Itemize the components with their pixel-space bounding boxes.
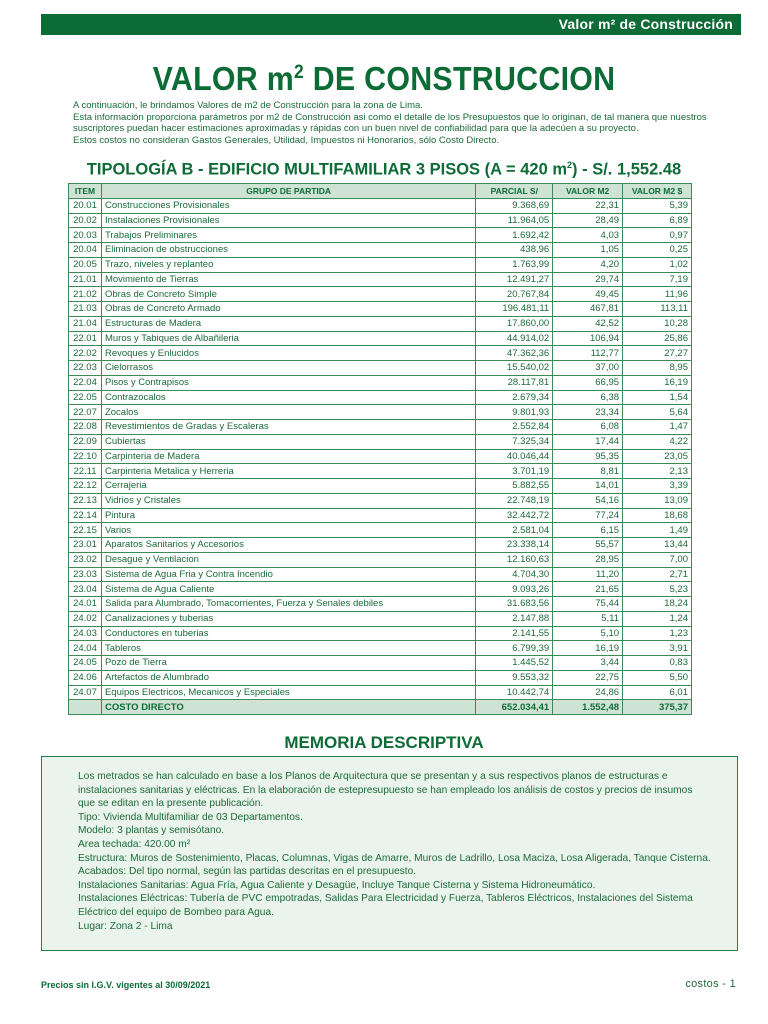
valor-m2-value: 11,20: [553, 567, 623, 582]
valor-m2-usd-value: 1,47: [623, 420, 692, 435]
table-row: [69, 538, 692, 553]
table-row: [69, 346, 692, 361]
item-code: 24.04: [69, 641, 102, 656]
valor-m2-usd-value: 11,96: [623, 287, 692, 302]
valor-m2-usd-value: 5,39: [623, 198, 692, 213]
valor-m2-usd-value: 13,09: [623, 493, 692, 508]
valor-m2-value: 5,11: [553, 611, 623, 626]
valor-m2-value: 106,94: [553, 331, 623, 346]
table-row: [69, 641, 692, 656]
parcial-value: 11.964,05: [476, 213, 553, 228]
table-row: [69, 405, 692, 420]
valor-m2-usd-value: 16,19: [623, 375, 692, 390]
valor-m2-value: 55,57: [553, 538, 623, 553]
grupo-partida: Construcciones Provisionales: [101, 198, 475, 213]
valor-m2-usd-value: 5,23: [623, 582, 692, 597]
item-code: 21.04: [69, 316, 102, 331]
item-code: 22.15: [69, 523, 102, 538]
table-row: [69, 316, 692, 331]
table-row: [69, 582, 692, 597]
grupo-partida: Trazo, niveles y replanteo: [101, 257, 475, 272]
grupo-partida: Cerrajeria: [101, 479, 475, 494]
parcial-value: 9.368,69: [476, 198, 553, 213]
item-code: 20.04: [69, 243, 102, 258]
parcial-value: 3.701,19: [476, 464, 553, 479]
grupo-partida: Vidrios y Cristales: [101, 493, 475, 508]
item-code: 24.05: [69, 656, 102, 671]
grupo-partida: Artefactos de Alumbrado: [101, 670, 475, 685]
table-row: [69, 567, 692, 582]
memoria-text: [78, 770, 711, 933]
grupo-partida: Cubiertas: [101, 434, 475, 449]
page-title-rest: DE CONSTRUCCION: [303, 60, 616, 97]
memoria-line: Modelo: 3 plantas y semisótano.: [78, 825, 225, 837]
parcial-value: 2.581,04: [476, 523, 553, 538]
parcial-value: 47.362,36: [476, 346, 553, 361]
valor-m2-value: 28,95: [553, 552, 623, 567]
table-row: [69, 213, 692, 228]
page-number: costos - 1: [685, 978, 736, 990]
parcial-value: 1.763,99: [476, 257, 553, 272]
valor-m2-usd-value: 1,49: [623, 523, 692, 538]
parcial-value: 6.799,39: [476, 641, 553, 656]
intro-paragraph: [73, 100, 723, 146]
typology-text: TIPOLOGÍA B - EDIFICIO MULTIFAMILIAR 3 PISOS (A = 420 m: [86, 160, 568, 179]
valor-m2-value: 467,81: [553, 302, 623, 317]
valor-m2-usd-value: 18,24: [623, 597, 692, 612]
item-code: 22.11: [69, 464, 102, 479]
valor-m2-value: 112,77: [553, 346, 623, 361]
parcial-value: 12.160,63: [476, 552, 553, 567]
grupo-partida: Tableros: [101, 641, 475, 656]
item-code: 22.02: [69, 346, 102, 361]
item-code: 21.02: [69, 287, 102, 302]
grupo-partida: Obras de Concreto Simple: [101, 287, 475, 302]
typology-superscript: 2: [567, 160, 573, 170]
valor-m2-value: 1,05: [553, 243, 623, 258]
valor-m2-value: 24,86: [553, 685, 623, 700]
table-row: [69, 670, 692, 685]
item-code: 22.10: [69, 449, 102, 464]
valor-m2-usd-value: 13,44: [623, 538, 692, 553]
valor-m2-value: 22,31: [553, 198, 623, 213]
parcial-value: 2.679,34: [476, 390, 553, 405]
table-row: [69, 420, 692, 435]
parcial-value: 22.748,19: [476, 493, 553, 508]
valor-m2-usd-value: 8,95: [623, 361, 692, 376]
item-code: 22.05: [69, 390, 102, 405]
valor-m2-value: 3,44: [553, 656, 623, 671]
item-code: 22.13: [69, 493, 102, 508]
memoria-line: Instalaciones Eléctricas: Tubería de PVC empotradas, Salidas Para Electricidad y Fuerza, Tableros Eléctricos, Instalaciones del Sistema: [78, 893, 693, 905]
budget-table: [68, 183, 692, 715]
table-row: [69, 464, 692, 479]
item-code: 22.12: [69, 479, 102, 494]
item-code: 23.01: [69, 538, 102, 553]
table-body: [69, 198, 692, 714]
parcial-value: 15.540,02: [476, 361, 553, 376]
valor-m2-usd-value: 7,00: [623, 552, 692, 567]
valor-m2-value: 21,65: [553, 582, 623, 597]
valor-m2-value: 6,38: [553, 390, 623, 405]
memoria-line: Estructura: Muros de Sostenimiento, Placas, Columnas, Vigas de Amarre, Muros de Ladrillo, Losa Maciza, Losa Aligerada, Tanque Cisterna.: [78, 852, 711, 864]
memoria-line: Los metrados se han calculado en base a los Planos de Arquitectura que se presentan y a sus respectivos planos de estructuras e: [78, 771, 668, 782]
item-code: 20.03: [69, 228, 102, 243]
valor-m2-usd-value: 18,68: [623, 508, 692, 523]
typology-text-end: ) - S/. 1,552.48: [572, 160, 682, 179]
memoria-line: Lugar: Zona 2 - Lima: [78, 920, 173, 932]
table-row: [69, 656, 692, 671]
parcial-value: 40.046,44: [476, 449, 553, 464]
column-header-valor-m2: VALOR M2: [553, 184, 623, 199]
grupo-partida: Revestimientos de Gradas y Escaleras: [101, 420, 475, 435]
parcial-value: 2.147,88: [476, 611, 553, 626]
parcial-value: 438,96: [476, 243, 553, 258]
item-code: 22.09: [69, 434, 102, 449]
valor-m2-usd-value: 7,19: [623, 272, 692, 287]
table-row: [69, 243, 692, 258]
memoria-line: Instalaciones Sanitarias: Agua Fría, Agua Caliente y Desagüe, Incluye Tanque Cisterna y Sistema Hidroneumático.: [78, 879, 596, 891]
header-title: Valor m² de Construcción: [558, 16, 733, 32]
grupo-partida: Obras de Concreto Armado: [101, 302, 475, 317]
page-title-superscript: 2: [293, 62, 304, 83]
valor-m2-value: 29,74: [553, 272, 623, 287]
valor-m2-value: 95,35: [553, 449, 623, 464]
table-row: [69, 257, 692, 272]
valor-m2-value: 66,95: [553, 375, 623, 390]
total-item: [69, 700, 102, 715]
valor-m2-usd-value: 27,27: [623, 346, 692, 361]
grupo-partida: Pozo de Tierra: [101, 656, 475, 671]
table-row: [69, 361, 692, 376]
parcial-value: 5.882,55: [476, 479, 553, 494]
valor-m2-value: 14,01: [553, 479, 623, 494]
memoria-line: Area techada: 420.00 m²: [78, 838, 191, 850]
item-code: 24.01: [69, 597, 102, 612]
table-row: [69, 375, 692, 390]
valor-m2-usd-value: 4,22: [623, 434, 692, 449]
valor-m2-value: 49,45: [553, 287, 623, 302]
grupo-partida: Instalaciones Provisionales: [101, 213, 475, 228]
valor-m2-usd-value: 25,86: [623, 331, 692, 346]
table-row: [69, 611, 692, 626]
parcial-value: 28.117,81: [476, 375, 553, 390]
grupo-partida: Pisos y Contrapisos: [101, 375, 475, 390]
grupo-partida: Estructuras de Madera: [101, 316, 475, 331]
grupo-partida: Sistema de Agua Fria y Contra Incendio: [101, 567, 475, 582]
parcial-value: 12.491,27: [476, 272, 553, 287]
column-header-item: ITEM: [69, 184, 102, 199]
grupo-partida: Sistema de Agua Caliente: [101, 582, 475, 597]
parcial-value: 32.442,72: [476, 508, 553, 523]
intro-line: A continuación, le brindamos Valores de m2 de Construcción para la zona de Lima.: [73, 100, 423, 111]
valor-m2-usd-value: 6,89: [623, 213, 692, 228]
parcial-value: 1.692,42: [476, 228, 553, 243]
parcial-value: 20.767,84: [476, 287, 553, 302]
typology-heading: [0, 160, 768, 180]
column-header-grupo: GRUPO DE PARTIDA: [101, 184, 475, 199]
valor-m2-value: 5,10: [553, 626, 623, 641]
table-row: [69, 552, 692, 567]
parcial-value: 4.704,30: [476, 567, 553, 582]
item-code: 22.01: [69, 331, 102, 346]
table-total-row: [69, 700, 692, 715]
table-row: [69, 331, 692, 346]
valor-m2-value: 28,49: [553, 213, 623, 228]
valor-m2-value: 6,15: [553, 523, 623, 538]
parcial-value: 2.141,55: [476, 626, 553, 641]
item-code: 21.01: [69, 272, 102, 287]
memoria-line: instalaciones sanitarias y eléctricas. En la elaboración de estepresupuesto se han empleado los análisis de costos y precios de insumos: [78, 784, 693, 796]
parcial-value: 7.325,34: [476, 434, 553, 449]
item-code: 24.06: [69, 670, 102, 685]
memoria-line: Eléctrico del equipo de Bombeo para Agua.: [78, 906, 274, 918]
grupo-partida: Cielorrasos: [101, 361, 475, 376]
memoria-line: que se editan en la presente publicación.: [78, 798, 264, 810]
item-code: 23.02: [69, 552, 102, 567]
parcial-value: 9.801,93: [476, 405, 553, 420]
valor-m2-usd-value: 23,05: [623, 449, 692, 464]
parcial-value: 31.683,56: [476, 597, 553, 612]
grupo-partida: Aparatos Sanitarios y Accesorios: [101, 538, 475, 553]
parcial-value: 2.552,84: [476, 420, 553, 435]
table-row: [69, 508, 692, 523]
item-code: 20.01: [69, 198, 102, 213]
table-row: [69, 302, 692, 317]
item-code: 23.03: [69, 567, 102, 582]
table-row: [69, 493, 692, 508]
grupo-partida: Canalizaciones y tuberias: [101, 611, 475, 626]
table-row: [69, 287, 692, 302]
valor-m2-usd-value: 2,13: [623, 464, 692, 479]
total-label: COSTO DIRECTO: [101, 700, 475, 715]
grupo-partida: Trabajos Preliminares: [101, 228, 475, 243]
table-row: [69, 626, 692, 641]
table-row: [69, 434, 692, 449]
grupo-partida: Varios: [101, 523, 475, 538]
valor-m2-usd-value: 1,24: [623, 611, 692, 626]
intro-line: suscriptores puedan hacer estimaciones aproximadas y rápidas con un buen nivel de confiabilidad para que la adecúen a su proyecto.: [73, 123, 639, 134]
valor-m2-usd-value: 5,50: [623, 670, 692, 685]
grupo-partida: Eliminacion de obstrucciones: [101, 243, 475, 258]
valor-m2-value: 42,52: [553, 316, 623, 331]
item-code: 22.03: [69, 361, 102, 376]
valor-m2-value: 77,24: [553, 508, 623, 523]
total-parcial: 652.034,41: [476, 700, 553, 715]
header-bar: [41, 14, 741, 35]
valor-m2-usd-value: 0,25: [623, 243, 692, 258]
item-code: 20.05: [69, 257, 102, 272]
grupo-partida: Movimiento de Tierras: [101, 272, 475, 287]
grupo-partida: Equipos Electricos, Mecanicos y Especiales: [101, 685, 475, 700]
table-row: [69, 449, 692, 464]
column-header-valor-m2-usd: VALOR M2 $: [623, 184, 692, 199]
valor-m2-value: 23,34: [553, 405, 623, 420]
item-code: 23.04: [69, 582, 102, 597]
parcial-value: 9.093,26: [476, 582, 553, 597]
valor-m2-value: 8,81: [553, 464, 623, 479]
item-code: 24.03: [69, 626, 102, 641]
valor-m2-value: 37,00: [553, 361, 623, 376]
total-valor-m2: 1.552,48: [553, 700, 623, 715]
valor-m2-usd-value: 0,97: [623, 228, 692, 243]
item-code: 22.08: [69, 420, 102, 435]
valor-m2-value: 16,19: [553, 641, 623, 656]
valor-m2-value: 54,16: [553, 493, 623, 508]
valor-m2-usd-value: 5,64: [623, 405, 692, 420]
table-row: [69, 597, 692, 612]
intro-line: Esta información proporciona parámetros por m2 de Construcción asi como el detalle de los Presupuestos que lo originan, de tal manera que nuestros: [73, 111, 707, 123]
memoria-box: [41, 756, 738, 951]
grupo-partida: Pintura: [101, 508, 475, 523]
grupo-partida: Carpinteria Metalica y Herreria: [101, 464, 475, 479]
table-row: [69, 479, 692, 494]
valor-m2-usd-value: 113,11: [623, 302, 692, 317]
valor-m2-usd-value: 3,39: [623, 479, 692, 494]
parcial-value: 17.860,00: [476, 316, 553, 331]
item-code: 22.07: [69, 405, 102, 420]
grupo-partida: Contrazocalos: [101, 390, 475, 405]
item-code: 22.14: [69, 508, 102, 523]
grupo-partida: Carpinteria de Madera: [101, 449, 475, 464]
item-code: 21.03: [69, 302, 102, 317]
parcial-value: 44.914,02: [476, 331, 553, 346]
item-code: 24.07: [69, 685, 102, 700]
valor-m2-value: 17,44: [553, 434, 623, 449]
table-header-row: [69, 184, 692, 199]
item-code: 22.04: [69, 375, 102, 390]
valor-m2-usd-value: 10,28: [623, 316, 692, 331]
grupo-partida: Salida para Alumbrado, Tomacorrientes, Fuerza y Senales debiles: [101, 597, 475, 612]
valor-m2-usd-value: 6,01: [623, 685, 692, 700]
table-row: [69, 198, 692, 213]
table-row: [69, 685, 692, 700]
grupo-partida: Conductores en tuberias: [101, 626, 475, 641]
column-header-parcial: PARCIAL S/: [476, 184, 553, 199]
memoria-line: Tipo: Vivienda Multifamiliar de 03 Departamentos.: [78, 811, 303, 823]
table-row: [69, 523, 692, 538]
grupo-partida: Revoques y Enlucidos: [101, 346, 475, 361]
valor-m2-value: 75,44: [553, 597, 623, 612]
item-code: 24.02: [69, 611, 102, 626]
valor-m2-usd-value: 1,23: [623, 626, 692, 641]
parcial-value: 23.338,14: [476, 538, 553, 553]
valor-m2-usd-value: 1,02: [623, 257, 692, 272]
grupo-partida: Zocalos: [101, 405, 475, 420]
valor-m2-usd-value: 3,91: [623, 641, 692, 656]
item-code: 20.02: [69, 213, 102, 228]
table-row: [69, 272, 692, 287]
valor-m2-usd-value: 2,71: [623, 567, 692, 582]
intro-line: Estos costos no consideran Gastos Generales, Utilidad, Impuestos ni Honorarios, sólo Costo Directo.: [73, 134, 500, 146]
footer-note: Precios sin I.G.V. vigentes al 30/09/2021: [41, 980, 211, 990]
grupo-partida: Muros y Tabiques de Albañileria: [101, 331, 475, 346]
valor-m2-usd-value: 1,54: [623, 390, 692, 405]
page-title: [31, 60, 738, 98]
memoria-title: MEMORIA DESCRIPTIVA: [284, 733, 484, 752]
valor-m2-value: 4,20: [553, 257, 623, 272]
parcial-value: 9.553,32: [476, 670, 553, 685]
valor-m2-value: 22,75: [553, 670, 623, 685]
page-title-text: VALOR m: [152, 60, 294, 97]
valor-m2-usd-value: 0,83: [623, 656, 692, 671]
table-row: [69, 228, 692, 243]
parcial-value: 1.445,52: [476, 656, 553, 671]
table-row: [69, 390, 692, 405]
grupo-partida: Desague y Ventilacion: [101, 552, 475, 567]
valor-m2-value: 4,03: [553, 228, 623, 243]
parcial-value: 196.481,11: [476, 302, 553, 317]
parcial-value: 10.442,74: [476, 685, 553, 700]
valor-m2-value: 6,08: [553, 420, 623, 435]
total-valor-m2-usd: 375,37: [623, 700, 692, 715]
memoria-line: Acabados: Del tipo normal, según las partidas descritas en el presupuesto.: [78, 866, 417, 878]
